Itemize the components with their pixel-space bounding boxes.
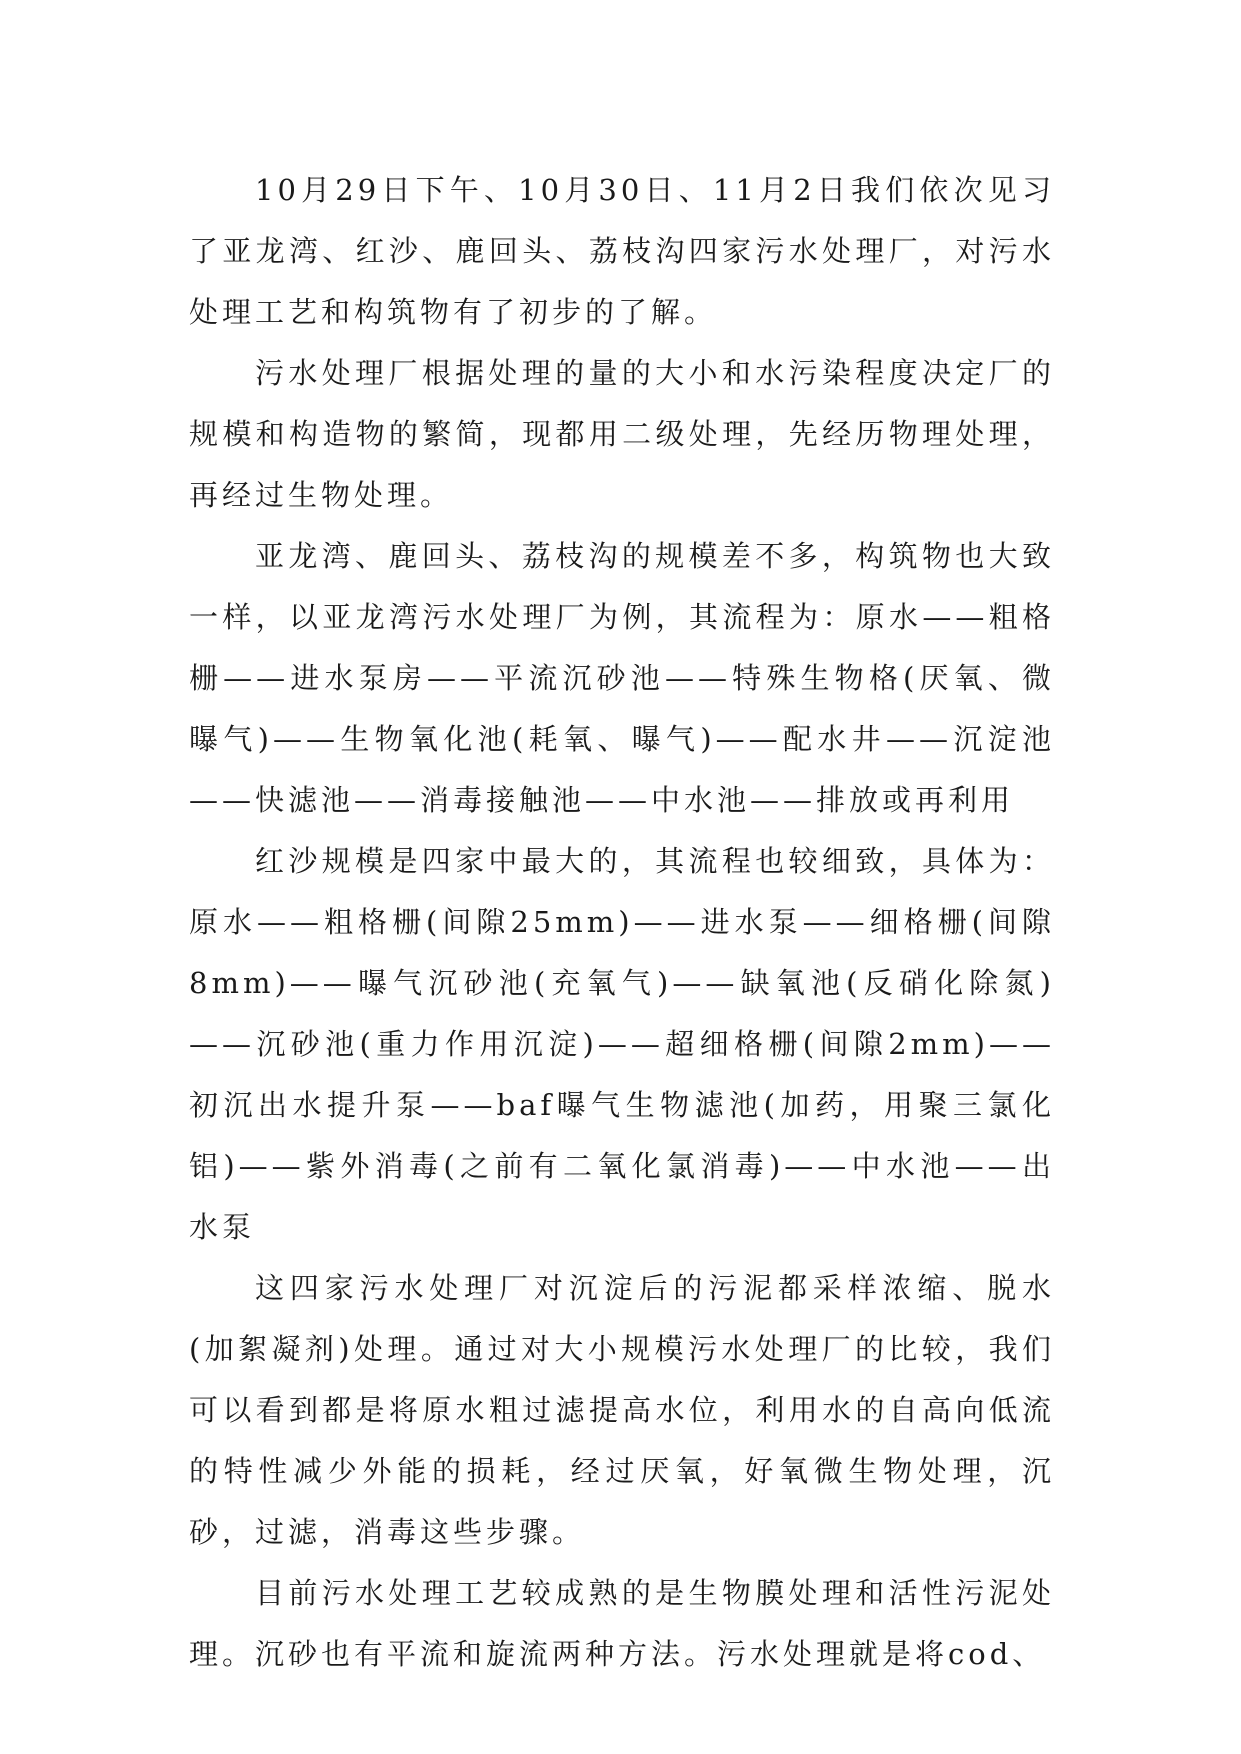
paragraph-3: 亚龙湾、鹿回头、荔枝沟的规模差不多，构筑物也大致一样，以亚龙湾污水处理厂为例，其流程为：原水——粗格栅——进水泵房——平流沉砂池——特殊生物格(厌氧、微曝气)——生物氧化池(耗氧、曝气)——配水井——沉淀池——快滤池——消毒接触池——中水池——排放或再利用 xyxy=(189,539,1055,817)
document-body xyxy=(189,160,1055,1685)
paragraph-6: 目前污水处理工艺较成熟的是生物膜处理和活性污泥处理。沉砂也有平流和旋流两种方法。污水处理就是将cod、 xyxy=(189,1576,1055,1671)
paragraph-1: 10月29日下午、10月30日、11月2日我们依次见习了亚龙湾、红沙、鹿回头、荔枝沟四家污水处理厂，对污水处理工艺和构筑物有了初步的了解。 xyxy=(189,173,1055,329)
paragraph-5: 这四家污水处理厂对沉淀后的污泥都采样浓缩、脱水(加絮凝剂)处理。通过对大小规模污水处理厂的比较，我们可以看到都是将原水粗过滤提高水位，利用水的自高向低流的特性减少外能的损耗，经过厌氧，好氧微生物处理，沉砂，过滤，消毒这些步骤。 xyxy=(189,1271,1055,1549)
paragraph-4: 红沙规模是四家中最大的，其流程也较细致，具体为：原水——粗格栅(间隙25mm)——进水泵——细格栅(间隙8mm)——曝气沉砂池(充氧气)——缺氧池(反硝化除氮)——沉砂池(重力作用沉淀)——超细格栅(间隙2mm)——初沉出水提升泵——baf曝气生物滤池(加药，用聚三氯化铝)——紫外消毒(之前有二氧化氯消毒)——中水池——出水泵 xyxy=(189,844,1055,1244)
paragraph-2: 污水处理厂根据处理的量的大小和水污染程度决定厂的规模和构造物的繁简，现都用二级处理，先经历物理处理，再经过生物处理。 xyxy=(189,356,1055,512)
